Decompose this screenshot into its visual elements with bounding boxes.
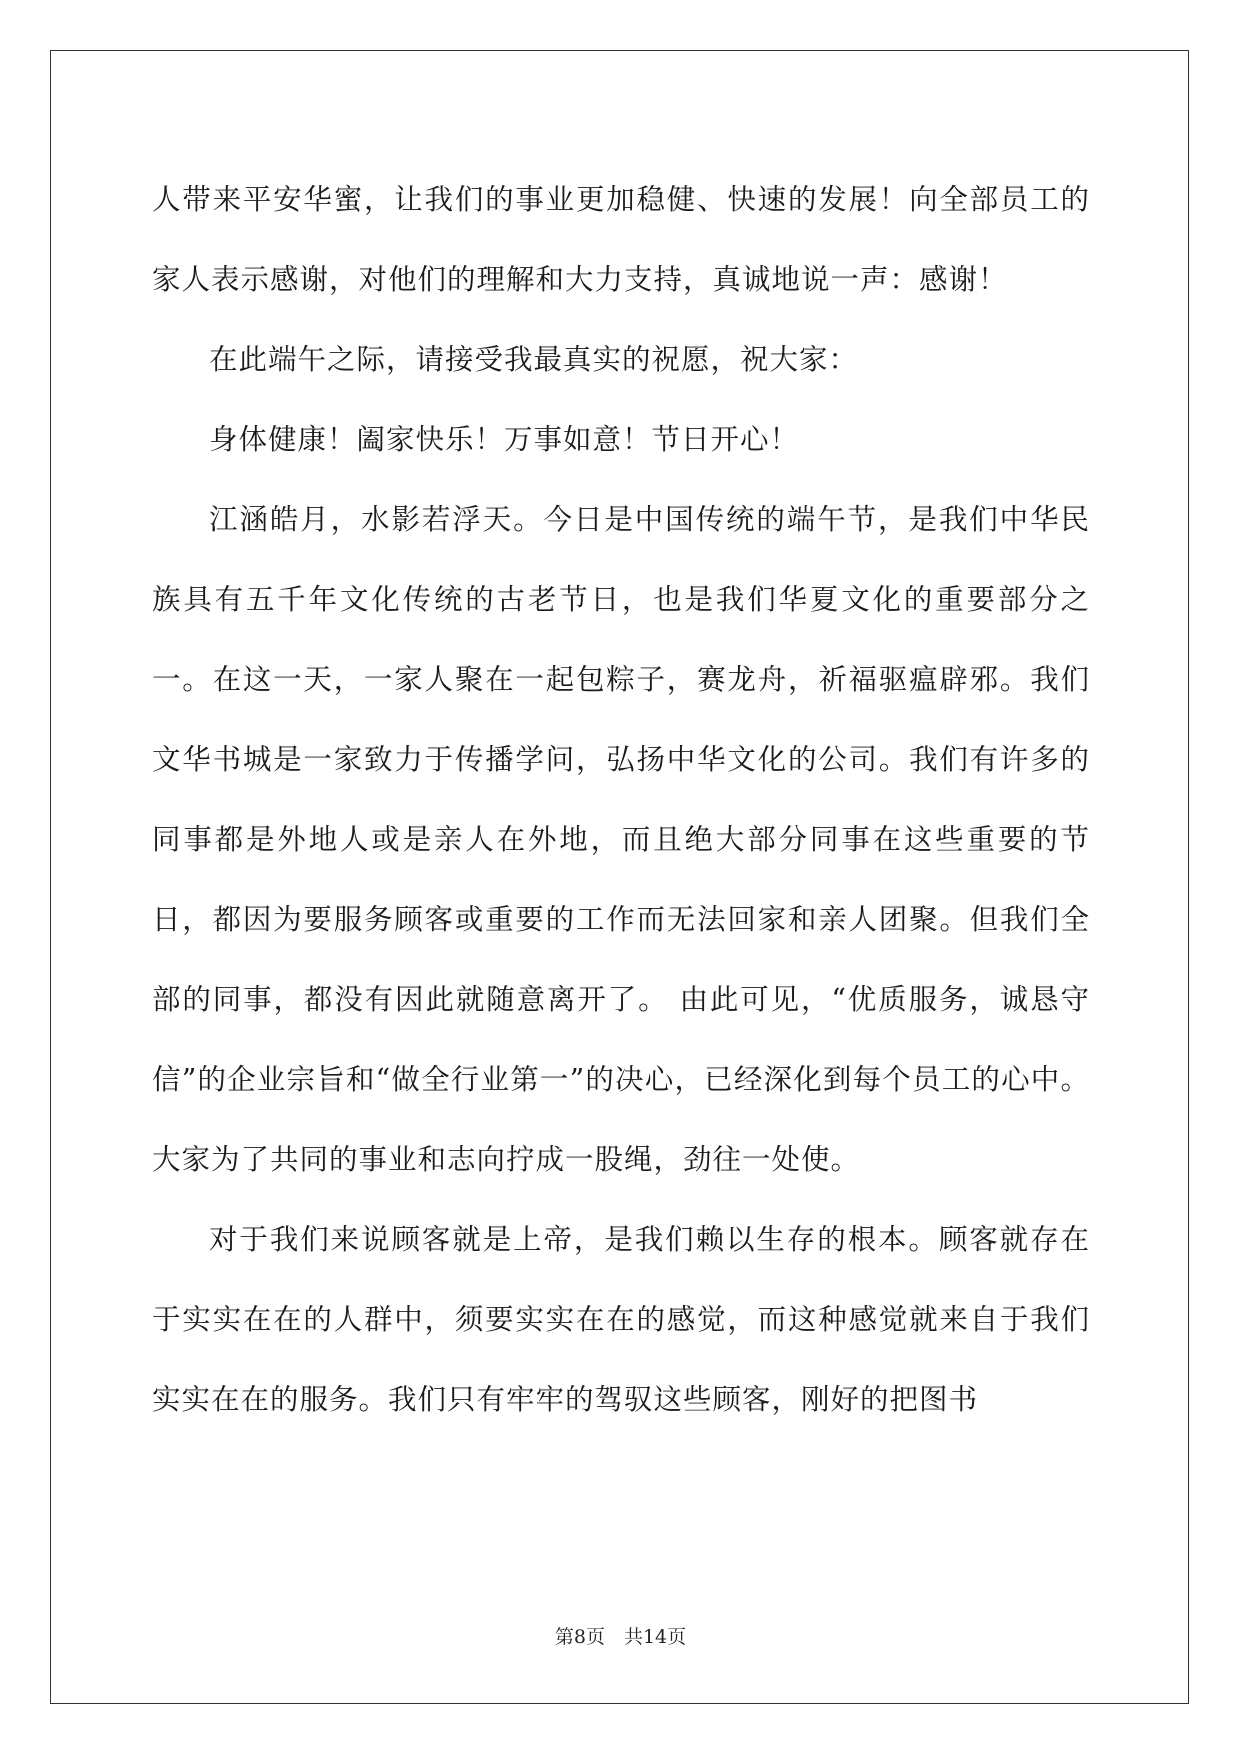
paragraph-3: 身体健康！阖家快乐！万事如意！节日开心！ [209, 423, 800, 456]
document-body [152, 160, 1090, 1440]
page-footer: 第8页 共14页 [554, 1626, 687, 1648]
paragraph-5: 对于我们来说顾客就是上帝，是我们赖以生存的根本。顾客就存在于实实在在的人群中，须要实实在在的感觉，而这种感觉就来自于我们实实在在的服务。我们只有牢牢的驾驭这些顾客，刚好的把图书 [152, 1223, 1090, 1416]
paragraph-1: 人带来平安华蜜，让我们的事业更加稳健、快速的发展！向全部员工的家人表示感谢，对他们的理解和大力支持，真诚地说一声：感谢！ [152, 183, 1090, 296]
paragraph-2: 在此端午之际，请接受我最真实的祝愿，祝大家： [209, 343, 859, 376]
paragraph-4: 江涵皓月，水影若浮天。今日是中国传统的端午节，是我们中华民族具有五千年文化传统的古老节日，也是我们华夏文化的重要部分之一。在这一天，一家人聚在一起包粽子，赛龙舟，祈福驱瘟辟邪。我们文华书城是一家致力于传播学问，弘扬中华文化的公司。我们有许多的同事都是外地人或是亲人在外地，而且绝大部分同事在这些重要的节日，都因为要服务顾客或重要的工作而无法回家和亲人团聚。但我们全部的同事，都没有因此就随意离开了。 由此可见，“优质服务，诚恳守信”的企业宗旨和“做全行业第一”的决心，已经深化到每个员工的心中。大家为了共同的事业和志向拧成一股绳，劲往一处使。 [152, 503, 1090, 1176]
